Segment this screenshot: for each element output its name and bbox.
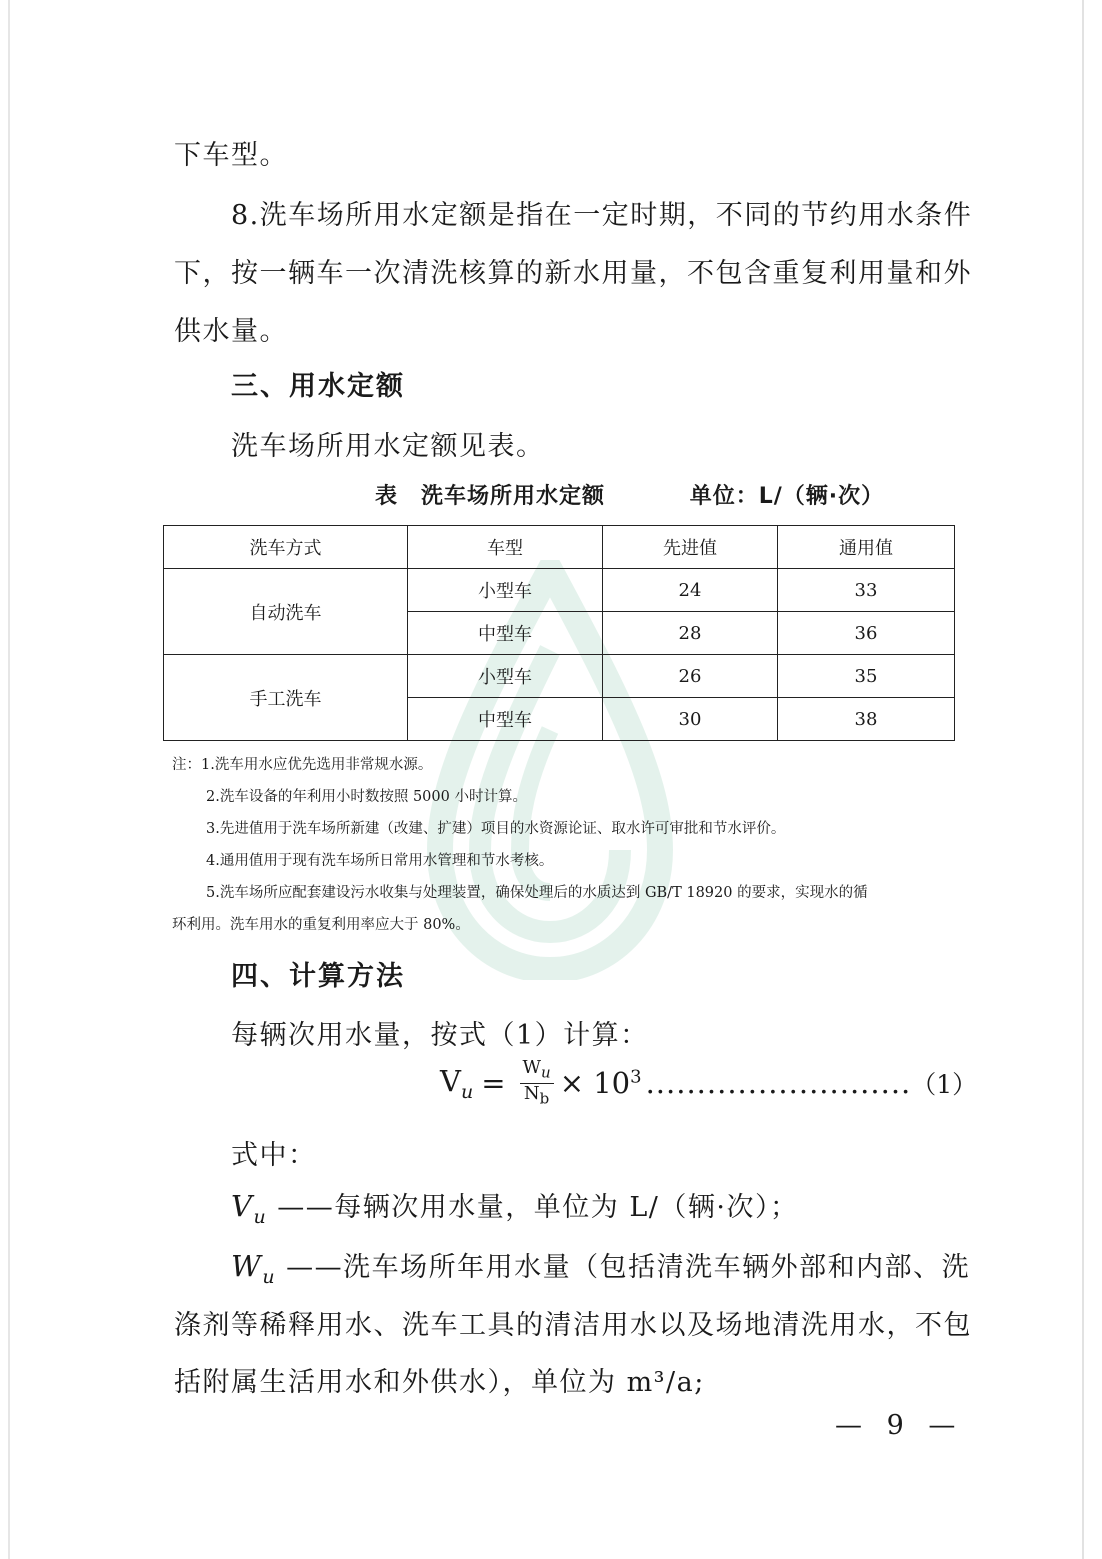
vehicle-type-cell: 小型车	[408, 569, 603, 612]
vehicle-type-cell: 中型车	[408, 612, 603, 655]
general-value-cell: 36	[778, 612, 955, 655]
scan-edge-left	[8, 0, 10, 1559]
note-5-line1: 5.洗车场所应配套建设污水收集与处理装置，确保处理后的水质达到 GB/T 18920 的要求，实现水的循	[206, 885, 868, 901]
formula-denominator: $N_b$	[523, 1082, 550, 1108]
advanced-value-cell: 26	[603, 655, 778, 698]
formula-multiplier: × $10^3$	[559, 1066, 642, 1101]
general-value-cell: 35	[778, 655, 955, 698]
formula-lhs: $V_u$	[440, 1063, 474, 1103]
advanced-value-cell: 28	[603, 612, 778, 655]
vu-symbol: $V_u$	[231, 1189, 268, 1228]
formula-numerator: $W_u$	[520, 1058, 554, 1084]
note-4: 4.通用值用于现有洗车场所日常用水管理和节水考核。	[206, 853, 554, 869]
header-advanced-value: 先进值	[603, 526, 778, 569]
header-wash-method: 洗车方式	[164, 526, 408, 569]
water-quota-table	[163, 525, 955, 741]
table-row	[164, 569, 955, 612]
item8-line2: 下，按一辆车一次清洗核算的新水用量，不包含重复利用量和外	[174, 258, 972, 289]
wash-method-cell: 手工洗车	[164, 655, 408, 741]
formula-dots: ..........................	[645, 1066, 912, 1101]
vehicle-type-cell: 小型车	[408, 655, 603, 698]
page-number: — 9 —	[835, 1410, 964, 1441]
advanced-value-cell: 24	[603, 569, 778, 612]
table-row	[164, 655, 955, 698]
header-vehicle-type: 车型	[408, 526, 603, 569]
note-2: 2.洗车设备的年利用小时数按照 5000 小时计算。	[206, 789, 527, 805]
scan-edge-right	[1082, 0, 1084, 1559]
wu-definition-line3: 括附属生活用水和外供水），单位为 m³/a;	[174, 1367, 705, 1398]
section3-intro: 洗车场所用水定额见表。	[231, 431, 545, 462]
section4-intro: 每辆次用水量，按式（1）计算：	[231, 1020, 649, 1051]
table-notes	[172, 749, 952, 941]
note-3: 3.先进值用于洗车场所新建（改建、扩建）项目的水资源论证、取水许可审批和节水评价。	[206, 821, 786, 837]
header-general-value: 通用值	[778, 526, 955, 569]
wu-symbol: $W_u$	[231, 1249, 277, 1288]
general-value-cell: 33	[778, 569, 955, 612]
section3-heading: 三、用水定额	[231, 371, 405, 402]
intro-fragment: 下车型。	[174, 140, 288, 171]
wash-method-cell: 自动洗车	[164, 569, 408, 655]
table-unit: 单位：L/（辆·次）	[689, 484, 885, 509]
formula-label: （1）	[911, 1070, 978, 1100]
note-5-line2: 环利用。洗车用水的重复利用率应大于 80%。	[172, 917, 470, 933]
where-label: 式中：	[231, 1140, 317, 1171]
section4-heading: 四、计算方法	[231, 961, 405, 992]
item8-line3: 供水量。	[174, 316, 288, 347]
wu-definition-line1: $W_u$ ——洗车场所年用水量（包括清洗车辆外部和内部、洗	[231, 1249, 971, 1288]
table-title: 表 洗车场所用水定额	[375, 484, 606, 509]
vu-definition: $V_u$ ——每辆次用水量，单位为 L/（辆·次）；	[231, 1189, 799, 1228]
formula-fraction	[520, 1058, 554, 1108]
table-caption	[375, 479, 884, 510]
general-value-cell: 38	[778, 698, 955, 741]
note-1: 注：1.洗车用水应优先选用非常规水源。	[172, 757, 433, 773]
item8-line1: 8.洗车场所用水定额是指在一定时期，不同的节约用水条件	[231, 200, 973, 231]
formula-1	[440, 1058, 977, 1108]
table-header-row	[164, 526, 955, 569]
wu-definition-line2: 涤剂等稀释用水、洗车工具的清洁用水以及场地清洗用水，不包	[174, 1310, 972, 1341]
formula-equals: =	[481, 1066, 506, 1101]
vehicle-type-cell: 中型车	[408, 698, 603, 741]
advanced-value-cell: 30	[603, 698, 778, 741]
